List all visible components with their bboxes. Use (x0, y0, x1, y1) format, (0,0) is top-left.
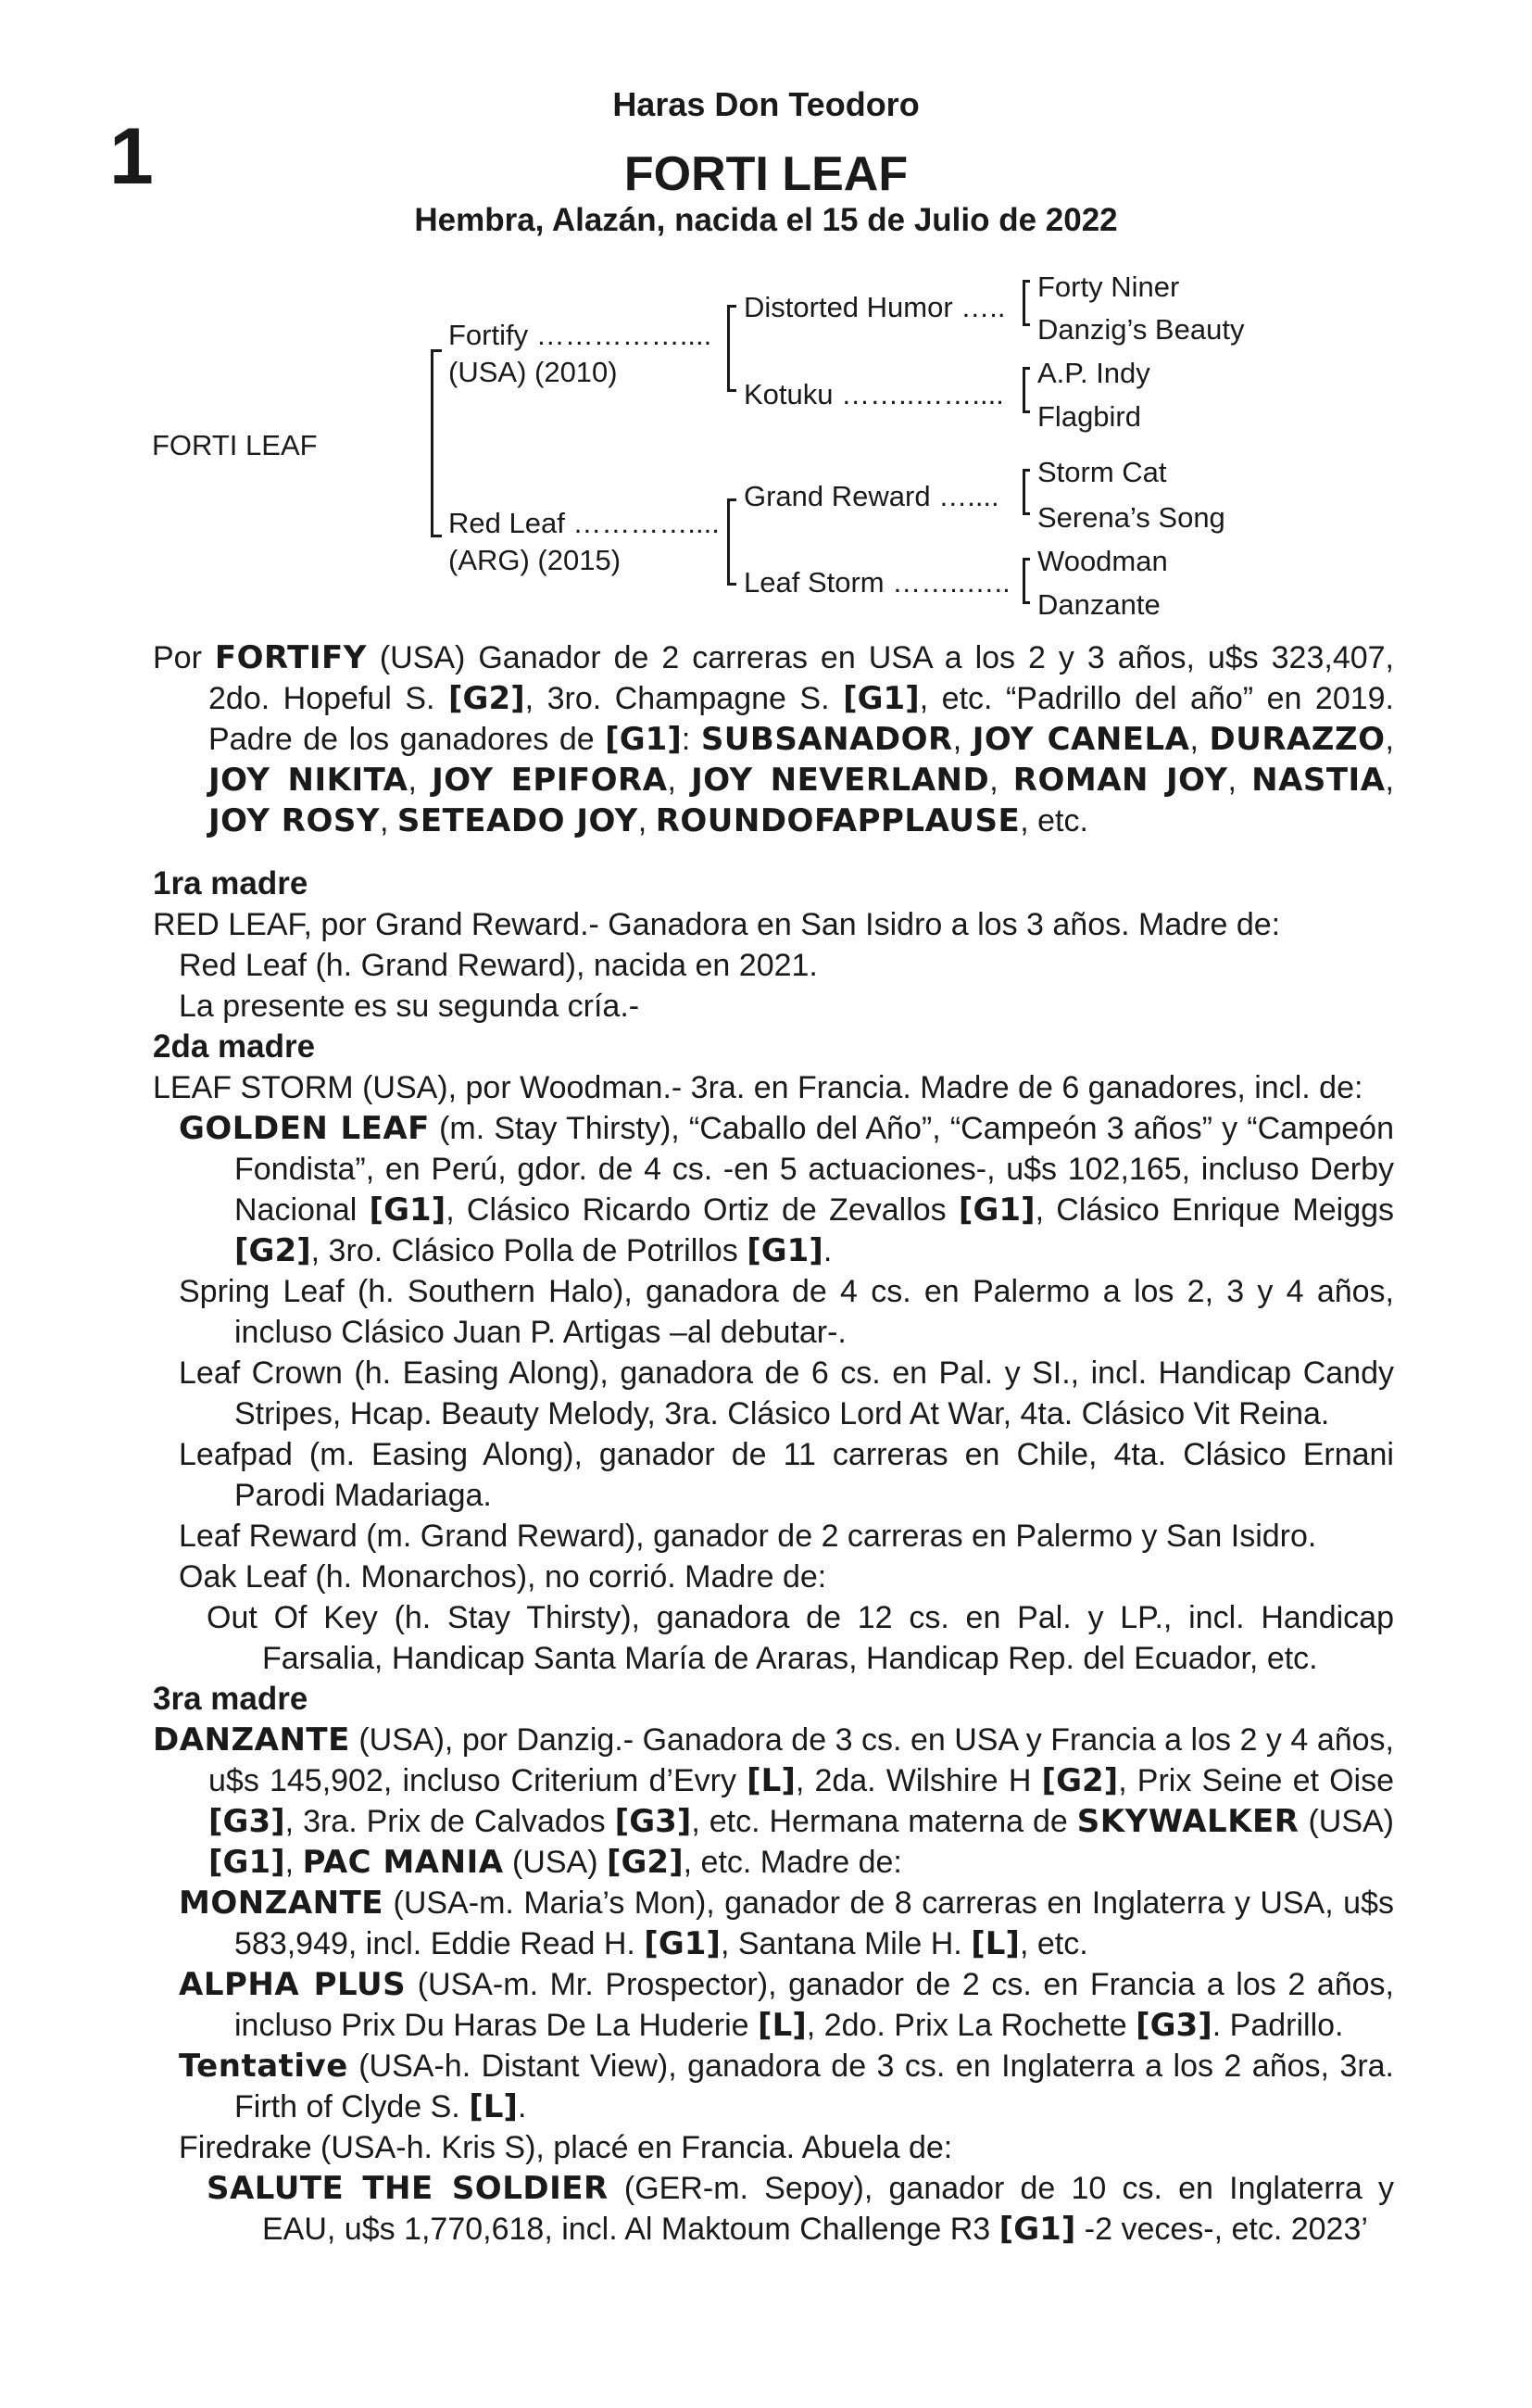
pedigree-bracket (1023, 410, 1030, 413)
pedigree-dam: Red Leaf ………….... (448, 507, 720, 539)
pedigree-bracket (431, 349, 433, 537)
second-dam-intro: LEAF STORM (USA), por Woodman.- 3ra. en Francia. Madre de 6 ganadores, incl. de: (153, 1070, 1363, 1105)
pedigree-sire: Fortify …………….... (448, 319, 712, 351)
first-dam-note: La presente es su segunda cría.- (179, 989, 640, 1024)
pedigree-bracket (1023, 469, 1025, 515)
sire-paragraph: Por FORTIFY (USA) Ganador de 2 carreras en USA a los 2 y 3 años, u$s 323,407, 2do. Hopeful S. [G2], 3ro. Champagne S. [G1], etc. “Padrillo del año” en 2019. Padre de los ganadores de [G1]: SUBSANADOR, JOY CANELA, DURAZZO, JOY NIKITA, JOY EPIFORA, JOY NEVERLAND, ROMAN JOY, NASTIA, JOY ROSY, SETEADO JOY, ROUNDOFAPPLAUSE, etc. (153, 639, 1395, 839)
out-of-key-entry: Out Of Key (h. Stay Thirsty), ganadora de 12 cs. en Pal. y LP., incl. Handicap Farsalia, Handicap Santa María de Araras, Handicap Rep. del Ecuador, etc. (207, 1600, 1394, 1676)
pedigree-g3-8: Danzante (1037, 588, 1161, 621)
pedigree-dam-dam: Leaf Storm ……..….. (744, 566, 1011, 599)
pedigree-bracket (727, 583, 736, 586)
pedigree-subject: FORTI LEAF (152, 429, 318, 461)
leafpad-entry: Leafpad (m. Easing Along), ganador de 11 carreras en Chile, 4ta. Clásico Ernani Parodi Madariaga. (179, 1437, 1394, 1513)
firedrake-entry: Firedrake (USA-h. Kris S), placé en Francia. Abuela de: (179, 2130, 953, 2165)
third-dam-heading: 3ra madre (153, 1681, 308, 1717)
pedigree-bracket (431, 349, 442, 352)
pedigree-g3-7: Woodman (1037, 545, 1168, 577)
pedigree-g3-3: A.P. Indy (1037, 357, 1150, 389)
pedigree-g3-5: Storm Cat (1037, 456, 1167, 488)
pedigree-bracket (1023, 280, 1025, 326)
pedigree-bracket (431, 535, 442, 537)
pedigree-g3-6: Serena’s Song (1037, 501, 1225, 534)
sire-name: FORTIFY (214, 639, 367, 676)
pedigree-sire-origin: (USA) (2010) (448, 356, 618, 388)
pedigree-dam-origin: (ARG) (2015) (448, 544, 622, 576)
golden-leaf-entry: GOLDEN LEAF (m. Stay Thirsty), “Caballo del Año”, “Campeón 3 años” y “Campeón Fondista”, en Perú, gdor. de 4 cs. -en 5 actuaciones-, u$s 102,165, incluso Derby Nacional [G1], Clásico Ricardo Ortiz de Zevallos [G1], Clásico Enrique Meiggs [G2], 3ro. Clásico Polla de Potrillos [G1]. (179, 1110, 1395, 1269)
pedigree-bracket (727, 389, 736, 392)
pedigree-bracket (1023, 367, 1030, 370)
danzante-entry: DANZANTE (USA), por Danzig.- Ganadora de 3 cs. en USA y Francia a los 2 y 4 años, u$s 145,902, incluso Criterium d’Evry [L], 2da. Wilshire H [G2], Prix Seine et Oise [G3], 3ra. Prix de Calvados [G3], etc. Hermana materna de SKYWALKER (USA) [G1], PAC MANIA (USA) [G2], etc. Madre de: (153, 1721, 1395, 1881)
pedigree-bracket (1023, 601, 1030, 604)
lot-number: 1 (109, 112, 154, 201)
first-dam-produce: Red Leaf (h. Grand Reward), nacida en 2021. (179, 948, 818, 983)
pedigree-g3-1: Forty Niner (1037, 271, 1180, 303)
pedigree-bracket (1023, 367, 1025, 413)
pedigree-g3-2: Danzig’s Beauty (1037, 313, 1245, 346)
family-section (153, 864, 1394, 2250)
monzante-entry: MONZANTE (USA-m. Maria’s Mon), ganador de 8 carreras en Inglaterra y USA, u$s 583,949, incl. Eddie Read H. [G1], Santana Mile H. [L], etc. (179, 1885, 1394, 1962)
pedigree-bracket (1023, 512, 1030, 515)
pedigree-sire-dam: Kotuku ……..…….... (744, 378, 1004, 410)
pedigree-bracket (1023, 558, 1030, 561)
horse-name: FORTI LEAF (623, 147, 909, 201)
pedigree-sire-sire: Distorted Humor ….. (744, 291, 1006, 323)
pedigree-dam-sire: Grand Reward ….... (744, 480, 999, 512)
pedigree-g3-4: Flagbird (1037, 400, 1141, 433)
pedigree-bracket (1023, 323, 1030, 326)
pedigree-bracket (727, 305, 736, 308)
pedigree-bracket (727, 305, 730, 392)
pedigree-bracket (1023, 280, 1030, 283)
pedigree-bracket (1023, 469, 1030, 472)
leaf-reward-entry: Leaf Reward (m. Grand Reward), ganador de 2 carreras en Palermo y San Isidro. (179, 1519, 1317, 1554)
oak-leaf-entry: Oak Leaf (h. Monarchos), no corrió. Madre de: (179, 1559, 827, 1595)
salute-the-soldier-entry: SALUTE THE SOLDIER (GER-m. Sepoy), ganador de 10 cs. en Inglaterra y EAU, u$s 1,770,618, incl. Al Maktoum Challenge R3 [G1] -2 veces-, etc. 2023’ (207, 2170, 1394, 2248)
pedigree-bracket (727, 498, 736, 501)
leaf-crown-entry: Leaf Crown (h. Easing Along), ganadora de 6 cs. en Pal. y SI., incl. Handicap Candy Stripes, Hcap. Beauty Melody, 3ra. Clásico Lord At War, 4ta. Clásico Vit Reina. (179, 1355, 1394, 1431)
sire-section (153, 637, 1394, 841)
first-dam-intro: RED LEAF, por Grand Reward.- Ganadora en San Isidro a los 3 años. Madre de: (153, 907, 1281, 942)
horse-description: Hembra, Alazán, nacida el 15 de Julio de 2022 (414, 202, 1118, 238)
pedigree-bracket (727, 498, 730, 586)
first-dam-heading: 1ra madre (153, 865, 308, 901)
tentative-entry: Tentative (USA-h. Distant View), ganadora de 3 cs. en Inglaterra a los 2 años, 3ra. Firth of Clyde S. [L]. (179, 2048, 1394, 2125)
alpha-plus-entry: ALPHA PLUS (USA-m. Mr. Prospector), ganador de 2 cs. en Francia a los 2 años, incluso Prix Du Haras De La Huderie [L], 2do. Prix La Rochette [G3]. Padrillo. (179, 1966, 1394, 2044)
breeder-name: Haras Don Teodoro (612, 85, 920, 123)
second-dam-heading: 2da madre (153, 1028, 316, 1065)
pedigree-bracket (1023, 558, 1025, 604)
spring-leaf-entry: Spring Leaf (h. Southern Halo), ganadora de 4 cs. en Palermo a los 2, 3 y 4 años, incluso Clásico Juan P. Artigas –al debutar-. (179, 1274, 1394, 1350)
